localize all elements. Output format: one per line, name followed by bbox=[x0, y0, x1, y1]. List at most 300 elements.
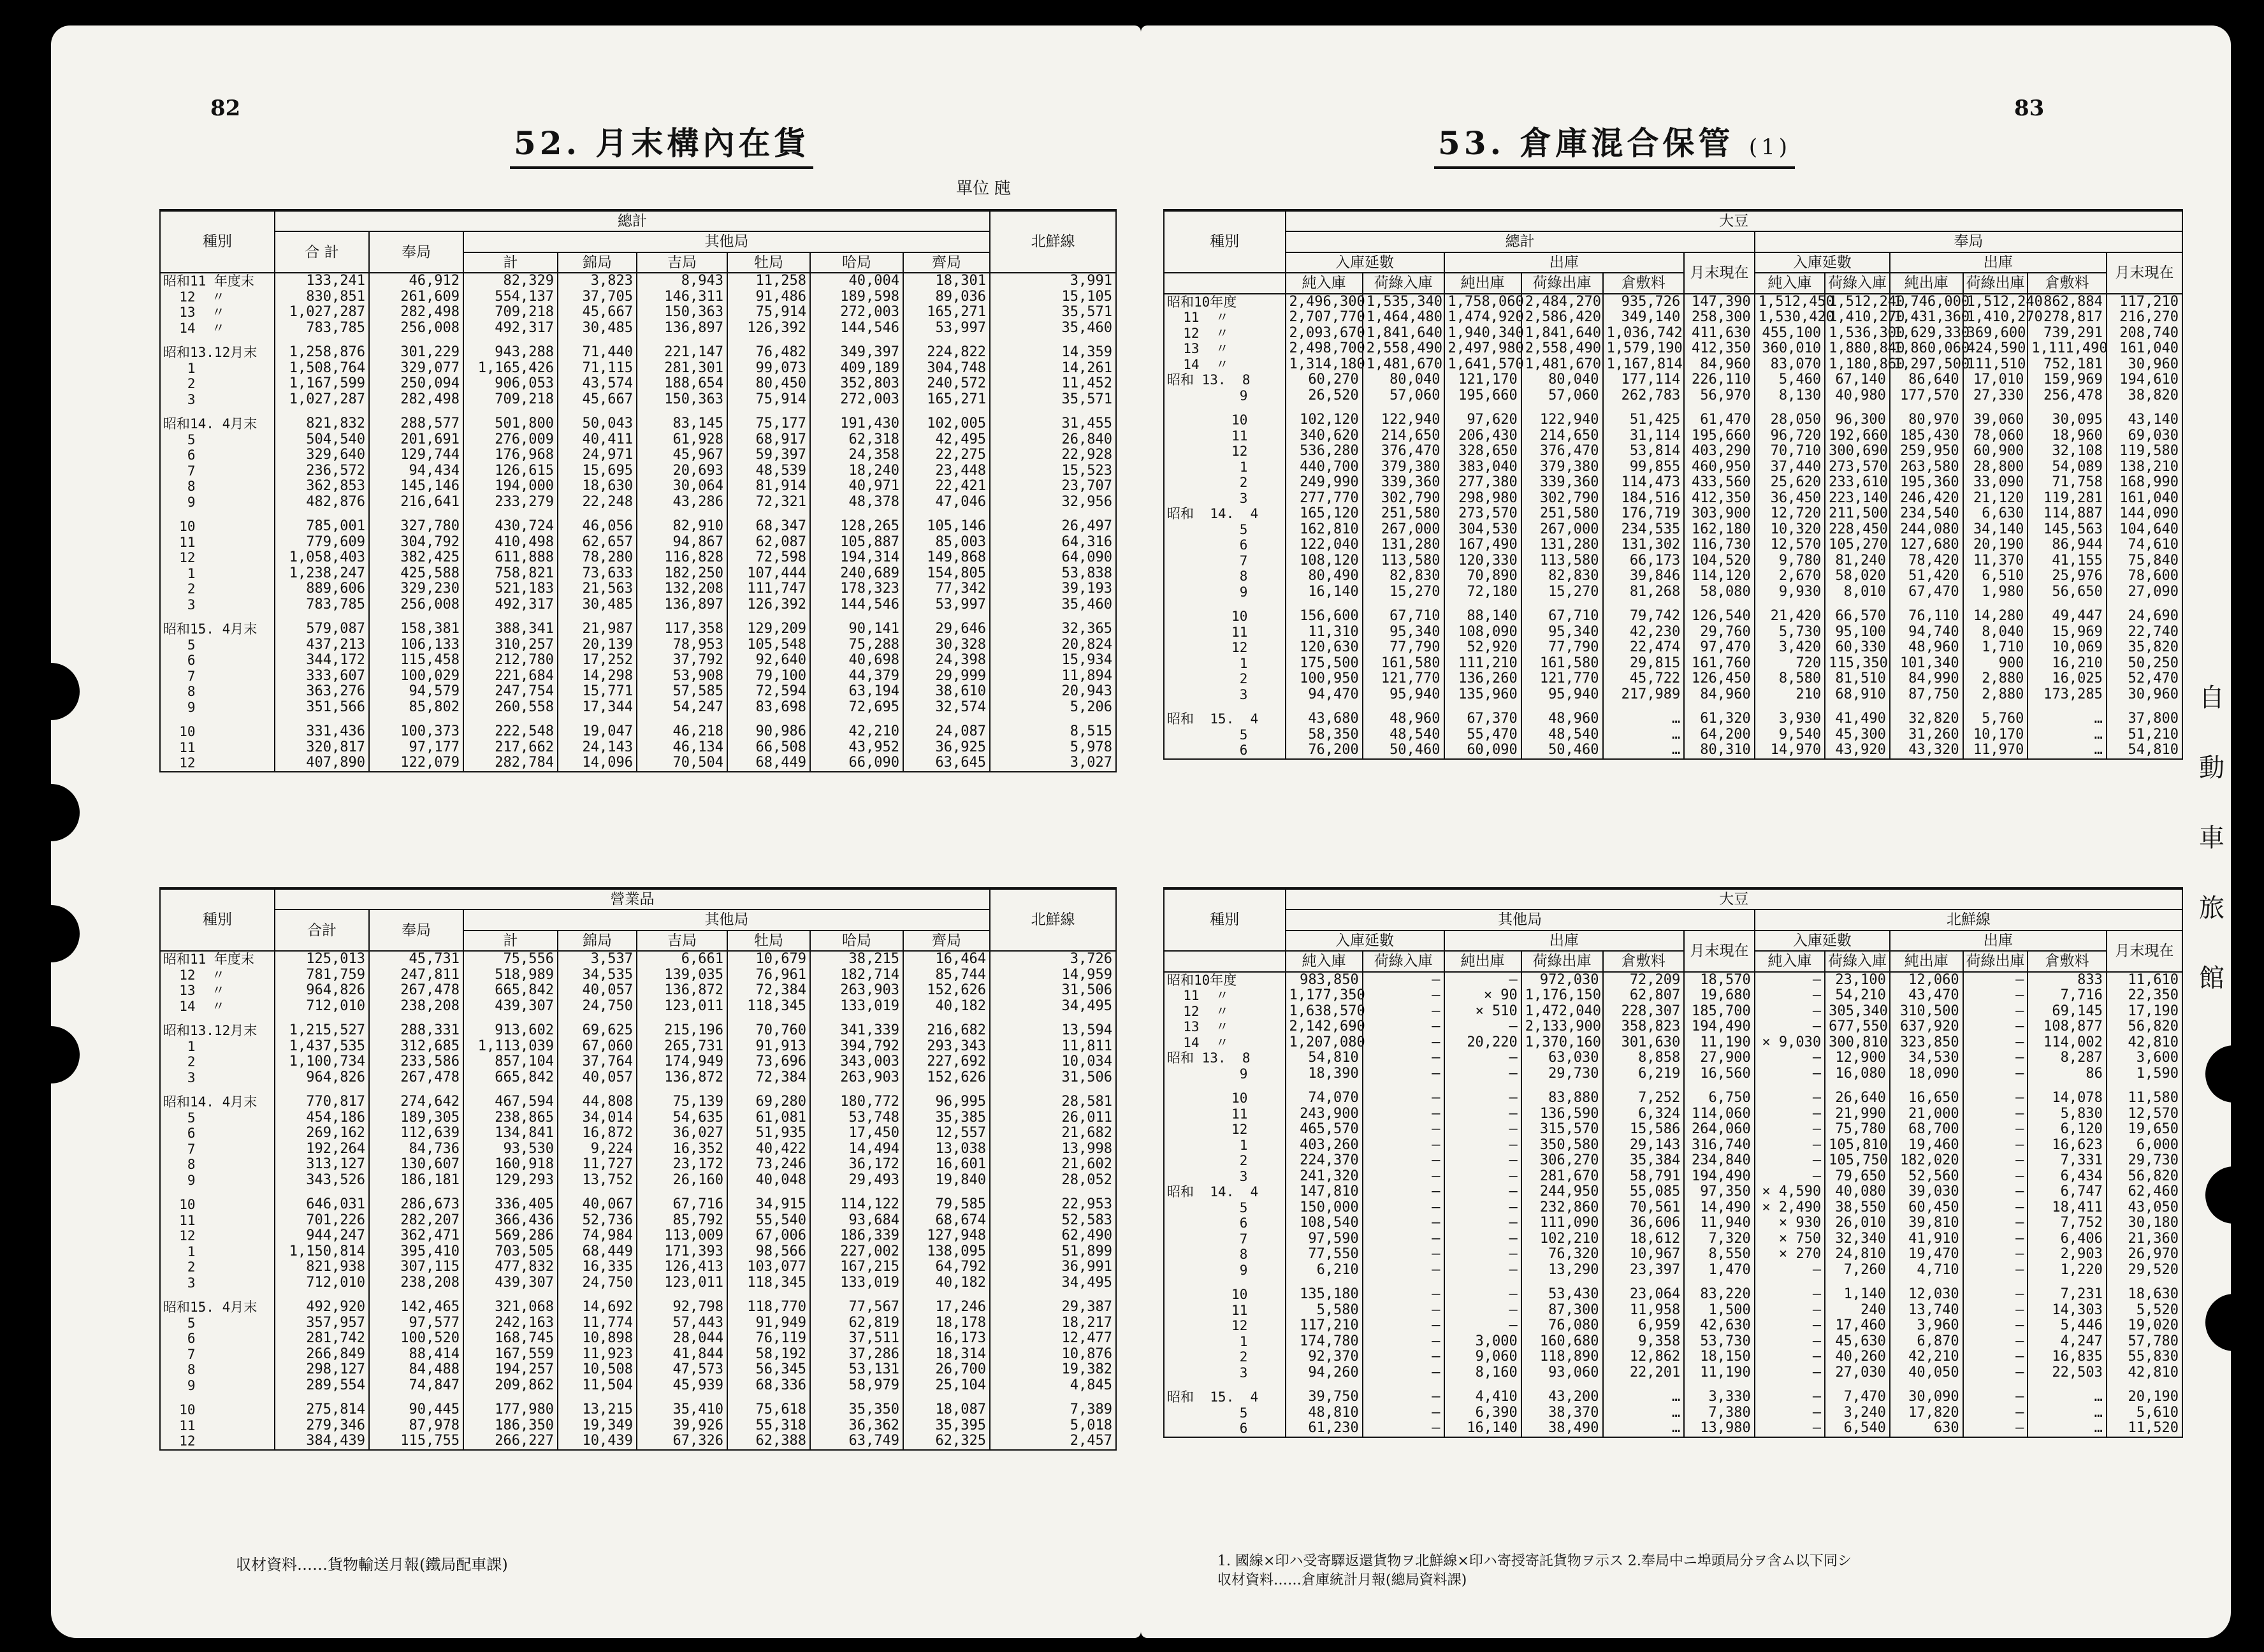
table-cell: 1,472,040 bbox=[1521, 1004, 1603, 1020]
table-cell: 11,258 bbox=[727, 273, 810, 289]
binding-hole bbox=[22, 784, 80, 841]
table-cell: 3,726 bbox=[990, 951, 1116, 967]
spacer-cell bbox=[990, 336, 1116, 345]
top-header: 大豆 bbox=[1286, 888, 2182, 909]
spacer-cell bbox=[1444, 403, 1521, 412]
table-row bbox=[1164, 743, 2182, 759]
table-cell: 162,810 bbox=[1286, 522, 1363, 538]
table-cell: — bbox=[1363, 1106, 1444, 1122]
table-cell: 62,318 bbox=[810, 432, 903, 448]
table-cell: 22,503 bbox=[2028, 1365, 2106, 1381]
table-row bbox=[1164, 444, 2182, 460]
table-cell: 40,971 bbox=[810, 479, 903, 495]
row-label: 3 bbox=[1164, 1169, 1286, 1185]
table-cell: 13,752 bbox=[558, 1173, 637, 1189]
row-label: 7 bbox=[160, 1141, 275, 1157]
table-cell: 135,180 bbox=[1286, 1287, 1363, 1303]
spacer-cell bbox=[275, 1188, 369, 1197]
table-cell: 964,826 bbox=[275, 983, 369, 999]
spacer-cell bbox=[369, 336, 463, 345]
table-cell: 8,040 bbox=[1963, 625, 2028, 641]
table-cell: 1,841,640 bbox=[1521, 326, 1603, 342]
row-label: 1 bbox=[1164, 460, 1286, 475]
spacer-cell bbox=[1825, 403, 1890, 412]
table-cell: 579,087 bbox=[275, 621, 369, 637]
row-label: 11 bbox=[160, 1213, 275, 1229]
table-cell: 161,040 bbox=[2107, 341, 2182, 357]
table-cell: 5,520 bbox=[2107, 1303, 2182, 1319]
table-cell: 821,832 bbox=[275, 416, 369, 432]
table-cell: 67,060 bbox=[558, 1039, 637, 1055]
table-cell: 58,350 bbox=[1286, 727, 1363, 743]
table-cell: 146,311 bbox=[637, 289, 727, 305]
spacer-cell bbox=[1603, 1380, 1685, 1389]
table-cell: 161,580 bbox=[1521, 656, 1603, 672]
table-cell: 45,667 bbox=[558, 392, 637, 408]
table-cell: 111,747 bbox=[727, 581, 810, 597]
spacer-cell bbox=[160, 407, 275, 416]
table-cell: 425,588 bbox=[369, 566, 463, 582]
group-header: 總計 bbox=[275, 210, 990, 231]
table-row bbox=[1164, 1365, 2182, 1381]
spacer-cell bbox=[810, 715, 903, 724]
table-cell: 288,331 bbox=[369, 1023, 463, 1039]
table-cell: 712,010 bbox=[275, 999, 369, 1015]
col-header-sum: 計 bbox=[463, 931, 558, 951]
table-cell: — bbox=[1963, 1200, 2028, 1216]
row-label: 13 〃 bbox=[160, 305, 275, 321]
table-cell: 82,830 bbox=[1363, 569, 1444, 584]
row-label: 12 〃 bbox=[1164, 1004, 1286, 1020]
table-cell: 186,339 bbox=[810, 1228, 903, 1244]
table-cell: 267,000 bbox=[1363, 522, 1444, 538]
table-cell: 1,177,350 bbox=[1286, 988, 1363, 1004]
table-cell: 14,959 bbox=[990, 967, 1116, 983]
table-cell: × 90 bbox=[1444, 988, 1521, 1004]
table-cell: 45,967 bbox=[637, 447, 727, 463]
row-label: 14 〃 bbox=[1164, 357, 1286, 373]
table-cell: 131,280 bbox=[1363, 537, 1444, 553]
table-cell: 19,349 bbox=[558, 1418, 637, 1434]
col-header: 純出庫 bbox=[1890, 951, 1963, 971]
spacer-cell bbox=[637, 1291, 727, 1300]
spacer-cell bbox=[275, 1291, 369, 1300]
table-cell: 3,537 bbox=[558, 951, 637, 967]
table-cell: 167,559 bbox=[463, 1347, 558, 1363]
table-cell: 379,380 bbox=[1521, 460, 1603, 475]
table-cell: 105,887 bbox=[810, 535, 903, 551]
row-label: 2 bbox=[1164, 1349, 1286, 1365]
table-cell: 56,650 bbox=[2028, 584, 2106, 600]
spacer-row bbox=[1164, 1082, 2182, 1090]
table-cell: 51,210 bbox=[2107, 727, 2182, 743]
table-cell: 10,679 bbox=[727, 951, 810, 967]
spacer-row bbox=[160, 1291, 1116, 1300]
spacer-cell bbox=[1755, 702, 1825, 711]
table-cell: 165,120 bbox=[1286, 506, 1363, 522]
table-cell: 37,705 bbox=[558, 289, 637, 305]
table-cell: 6,959 bbox=[1603, 1318, 1685, 1334]
row-label: 6 bbox=[1164, 743, 1286, 759]
table-cell: 11,310 bbox=[1286, 625, 1363, 641]
row-label: 13 〃 bbox=[1164, 1019, 1286, 1035]
table-cell: 26,970 bbox=[2107, 1247, 2182, 1263]
table-cell: 19,680 bbox=[1684, 988, 1754, 1004]
spacer-cell bbox=[637, 510, 727, 519]
spacer-cell bbox=[810, 510, 903, 519]
row-label: 11 bbox=[160, 535, 275, 551]
table-cell: 1,470 bbox=[1684, 1263, 1754, 1279]
table-cell: 34,495 bbox=[990, 999, 1116, 1015]
table-row bbox=[160, 1070, 1116, 1086]
table-cell: 18,090 bbox=[1890, 1066, 1963, 1082]
table-cell: 29,387 bbox=[990, 1300, 1116, 1315]
table-cell: 35,571 bbox=[990, 392, 1116, 408]
table-cell: — bbox=[1755, 1050, 1825, 1066]
row-label: 7 bbox=[160, 1347, 275, 1363]
page-number: 83 bbox=[2014, 96, 2045, 121]
spacer-cell bbox=[727, 510, 810, 519]
table-cell: 19,470 bbox=[1890, 1247, 1963, 1263]
table-cell: 75,914 bbox=[727, 392, 810, 408]
table-cell: 90,986 bbox=[727, 724, 810, 740]
table-cell: 86,944 bbox=[2028, 537, 2106, 553]
table-cell: 92,640 bbox=[727, 653, 810, 669]
table-cell: 114,122 bbox=[810, 1197, 903, 1213]
table-cell: 783,785 bbox=[275, 321, 369, 337]
table-cell: 7,320 bbox=[1684, 1231, 1754, 1247]
spacer-cell bbox=[1684, 1278, 1754, 1287]
table-cell: 188,654 bbox=[637, 376, 727, 392]
table-cell: 60,330 bbox=[1825, 640, 1890, 656]
table-cell: 47,046 bbox=[903, 495, 990, 511]
spacer-cell bbox=[160, 612, 275, 621]
table-cell: 18,240 bbox=[810, 463, 903, 479]
spacer-cell bbox=[463, 336, 558, 345]
table-cell: — bbox=[1963, 1231, 2028, 1247]
table-cell: 77,790 bbox=[1363, 640, 1444, 656]
table-cell: 78,420 bbox=[1890, 553, 1963, 569]
table-cell: 56,345 bbox=[727, 1362, 810, 1378]
table-cell: 336,405 bbox=[463, 1197, 558, 1213]
table-cell: — bbox=[1963, 1389, 2028, 1405]
table-cell: 76,200 bbox=[1286, 743, 1363, 759]
table-cell: 46,134 bbox=[637, 740, 727, 756]
table-cell: 125,013 bbox=[275, 951, 369, 967]
spacer-cell bbox=[637, 1014, 727, 1023]
col-header: 荷綠入庫 bbox=[1363, 951, 1444, 971]
table-cell: 10,170 bbox=[1963, 727, 2028, 743]
spacer-cell bbox=[1825, 600, 1890, 609]
table-cell: 75,139 bbox=[637, 1094, 727, 1110]
spacer-cell bbox=[463, 1014, 558, 1023]
table-cell: 222,548 bbox=[463, 724, 558, 740]
table-cell: … bbox=[1603, 1405, 1685, 1421]
table-cell: 31,114 bbox=[1603, 428, 1685, 444]
col-header: 純出庫 bbox=[1890, 273, 1963, 293]
row-label: 6 bbox=[1164, 1421, 1286, 1437]
table-cell: — bbox=[1755, 1019, 1825, 1035]
table-row bbox=[160, 1418, 1116, 1434]
table-cell: 76,961 bbox=[727, 967, 810, 983]
table-cell: 251,580 bbox=[1363, 506, 1444, 522]
col-header: 荷綠出庫 bbox=[1521, 951, 1603, 971]
row-label: 昭和 15. 4 bbox=[1164, 1389, 1286, 1405]
table-cell: 150,000 bbox=[1286, 1200, 1363, 1216]
table-cell: 54,810 bbox=[2107, 743, 2182, 759]
table-cell: 1,111,490 bbox=[2028, 341, 2106, 357]
binding-hole bbox=[2205, 1166, 2263, 1224]
table-cell: 55,540 bbox=[727, 1213, 810, 1229]
spacer-cell bbox=[463, 1291, 558, 1300]
table-cell: 8,943 bbox=[637, 273, 727, 289]
table-cell: 6,210 bbox=[1286, 1263, 1363, 1279]
table-cell: 1,431,360 bbox=[1890, 310, 1963, 326]
table-cell: — bbox=[1963, 1122, 2028, 1138]
table-cell: 176,968 bbox=[463, 447, 558, 463]
table-cell: 5,460 bbox=[1755, 372, 1825, 388]
table-cell: 1,860,060 bbox=[1890, 341, 1963, 357]
spacer-cell bbox=[637, 612, 727, 621]
table-row bbox=[160, 432, 1116, 448]
table-cell: 1,629,330 bbox=[1890, 326, 1963, 342]
table-cell: 273,570 bbox=[1825, 460, 1890, 475]
table-cell: 14,298 bbox=[558, 669, 637, 685]
table-cell: 70,760 bbox=[727, 1023, 810, 1039]
table-cell: 758,821 bbox=[463, 566, 558, 582]
table-cell: 327,780 bbox=[369, 519, 463, 535]
table-cell: 21,990 bbox=[1825, 1106, 1890, 1122]
table-cell: 14,494 bbox=[810, 1141, 903, 1157]
row-label: 11 bbox=[1164, 1303, 1286, 1319]
table-cell: 94,260 bbox=[1286, 1365, 1363, 1381]
table-cell: 174,949 bbox=[637, 1054, 727, 1070]
table-cell: 11,774 bbox=[558, 1315, 637, 1331]
spacer-cell bbox=[1603, 600, 1685, 609]
table-cell: 40,698 bbox=[810, 653, 903, 669]
table-cell: 376,470 bbox=[1363, 444, 1444, 460]
table-cell: 154,805 bbox=[903, 566, 990, 582]
row-label: 昭和10年度 bbox=[1164, 972, 1286, 989]
table-cell: … bbox=[1603, 727, 1685, 743]
table-cell: 11,958 bbox=[1603, 1303, 1685, 1319]
table-cell: 76,119 bbox=[727, 1331, 810, 1347]
table-cell: 101,340 bbox=[1890, 656, 1963, 672]
table-cell: — bbox=[1963, 1153, 2028, 1169]
table-cell: 36,450 bbox=[1755, 491, 1825, 507]
table-cell: 111,090 bbox=[1521, 1215, 1603, 1231]
row-label: 12 bbox=[1164, 1122, 1286, 1138]
table-cell: — bbox=[1363, 1215, 1444, 1231]
table-cell: 15,969 bbox=[2028, 625, 2106, 641]
table-cell: 376,470 bbox=[1521, 444, 1603, 460]
table-cell: 1,180,860 bbox=[1825, 357, 1890, 373]
row-label: 8 bbox=[1164, 569, 1286, 584]
table-cell: 70,561 bbox=[1603, 1200, 1685, 1216]
table-row bbox=[160, 1173, 1116, 1189]
col-header: 純入庫 bbox=[1755, 951, 1825, 971]
spacer-cell bbox=[1890, 1082, 1963, 1090]
table-cell: 247,754 bbox=[463, 684, 558, 700]
table-cell: 18,314 bbox=[903, 1347, 990, 1363]
table-cell: 40,050 bbox=[1890, 1365, 1963, 1381]
table-cell: 182,250 bbox=[637, 566, 727, 582]
table-cell: 233,610 bbox=[1825, 475, 1890, 491]
row-label: 14 〃 bbox=[1164, 1035, 1286, 1051]
table-row bbox=[1164, 1231, 2182, 1247]
table-cell: × 930 bbox=[1755, 1215, 1825, 1231]
spacer-cell bbox=[903, 510, 990, 519]
table-row bbox=[160, 653, 1116, 669]
table-cell: 328,650 bbox=[1444, 444, 1521, 460]
table-cell: 943,288 bbox=[463, 345, 558, 361]
top-header: 大豆 bbox=[1286, 210, 2182, 231]
col-header: 純出庫 bbox=[1444, 273, 1521, 293]
table-cell: 1,036,742 bbox=[1603, 326, 1685, 342]
table-cell: 17,820 bbox=[1890, 1405, 1963, 1421]
table-cell: 61,928 bbox=[637, 432, 727, 448]
table-cell: 320,817 bbox=[275, 740, 369, 756]
spacer-cell bbox=[1286, 1380, 1363, 1389]
table-cell: 15,695 bbox=[558, 463, 637, 479]
spacer-cell bbox=[1825, 1380, 1890, 1389]
table-cell: 73,633 bbox=[558, 566, 637, 582]
table-cell: 35,395 bbox=[903, 1418, 990, 1434]
table-cell: 36,925 bbox=[903, 740, 990, 756]
table-cell: 341,339 bbox=[810, 1023, 903, 1039]
col-header-blank bbox=[1164, 273, 1286, 293]
spacer-cell bbox=[463, 612, 558, 621]
table-cell: 22,248 bbox=[558, 495, 637, 511]
table-cell: 113,580 bbox=[1363, 553, 1444, 569]
table-cell: 70,710 bbox=[1755, 444, 1825, 460]
table-cell: 61,230 bbox=[1286, 1421, 1363, 1437]
table-cell: 16,140 bbox=[1286, 584, 1363, 600]
spacer-cell bbox=[1444, 1082, 1521, 1090]
table-cell: 171,393 bbox=[637, 1244, 727, 1260]
table-cell: 261,609 bbox=[369, 289, 463, 305]
spacer-cell bbox=[369, 1393, 463, 1402]
spacer-cell bbox=[558, 1291, 637, 1300]
table-cell: 900 bbox=[1963, 656, 2028, 672]
table-cell: 350,580 bbox=[1521, 1138, 1603, 1154]
table-row bbox=[160, 1141, 1116, 1157]
table-cell: 300,690 bbox=[1825, 444, 1890, 460]
table-row bbox=[160, 345, 1116, 361]
table-row bbox=[1164, 537, 2182, 553]
spacer-cell bbox=[2028, 1082, 2106, 1090]
table-cell: 357,957 bbox=[275, 1315, 369, 1331]
table-cell: 15,270 bbox=[1521, 584, 1603, 600]
table-row bbox=[1164, 1303, 2182, 1319]
table-cell: 133,019 bbox=[810, 999, 903, 1015]
spacer-cell bbox=[2028, 1380, 2106, 1389]
table-cell: 298,127 bbox=[275, 1362, 369, 1378]
table-cell: 410,498 bbox=[463, 535, 558, 551]
table-cell: 138,210 bbox=[2107, 460, 2182, 475]
table-cell: 31,260 bbox=[1890, 727, 1963, 743]
table-cell: 40,422 bbox=[727, 1141, 810, 1157]
table-cell: 409,189 bbox=[810, 361, 903, 377]
row-label: 1 bbox=[1164, 1334, 1286, 1350]
spacer-cell bbox=[275, 336, 369, 345]
table-cell: 6,750 bbox=[1684, 1090, 1754, 1106]
table-cell: 177,114 bbox=[1603, 372, 1685, 388]
table-cell: 22,201 bbox=[1603, 1365, 1685, 1381]
table-row bbox=[1164, 988, 2182, 1004]
table-cell: 42,230 bbox=[1603, 625, 1685, 641]
table-cell: 8,130 bbox=[1755, 388, 1825, 404]
row-label: 1 bbox=[160, 1039, 275, 1055]
table-cell: 88,414 bbox=[369, 1347, 463, 1363]
spacer-cell bbox=[1890, 1278, 1963, 1287]
row-label: 8 bbox=[160, 1362, 275, 1378]
spacer-row bbox=[160, 612, 1116, 621]
table-row bbox=[160, 447, 1116, 463]
table-cell: 264,060 bbox=[1684, 1122, 1754, 1138]
table-cell: 51,425 bbox=[1603, 412, 1685, 428]
table-cell: 60,270 bbox=[1286, 372, 1363, 388]
table-row bbox=[1164, 1138, 2182, 1154]
table-cell: 3,991 bbox=[990, 273, 1116, 289]
table-row bbox=[160, 550, 1116, 566]
table-cell: — bbox=[1444, 1200, 1521, 1216]
table-cell: 14,096 bbox=[558, 755, 637, 772]
table-cell: 304,748 bbox=[903, 361, 990, 377]
table-cell: 64,200 bbox=[1684, 727, 1754, 743]
table-cell: 62,807 bbox=[1603, 988, 1685, 1004]
col-header: 齊局 bbox=[903, 252, 990, 273]
table-cell: 40,067 bbox=[558, 1197, 637, 1213]
table-cell: 136,872 bbox=[637, 1070, 727, 1086]
row-label: 12 〃 bbox=[1164, 326, 1286, 342]
table-cell: 66,508 bbox=[727, 740, 810, 756]
table-cell: 9,358 bbox=[1603, 1334, 1685, 1350]
table-cell: 54,210 bbox=[1825, 988, 1890, 1004]
row-label: 昭和 13. 8 bbox=[1164, 372, 1286, 388]
table-cell: 1,590 bbox=[2107, 1066, 2182, 1082]
table-cell: — bbox=[1363, 1122, 1444, 1138]
spacer-cell bbox=[903, 1188, 990, 1197]
spacer-cell bbox=[1444, 600, 1521, 609]
spacer-cell bbox=[1755, 403, 1825, 412]
table-cell: 12,862 bbox=[1603, 1349, 1685, 1365]
table-cell: 323,850 bbox=[1890, 1035, 1963, 1051]
table-cell: 249,990 bbox=[1286, 475, 1363, 491]
table-cell: 28,052 bbox=[990, 1173, 1116, 1189]
table-row bbox=[160, 1244, 1116, 1260]
table-row bbox=[1164, 1090, 2182, 1106]
table-cell: 39,030 bbox=[1890, 1184, 1963, 1200]
table-cell: — bbox=[1444, 972, 1521, 989]
table-cell: 97,177 bbox=[369, 740, 463, 756]
table-cell: 41,490 bbox=[1825, 711, 1890, 727]
table-cell: 20,943 bbox=[990, 684, 1116, 700]
spacer-row bbox=[160, 510, 1116, 519]
table-cell: — bbox=[1363, 1349, 1444, 1365]
table-cell: 145,146 bbox=[369, 479, 463, 495]
table-cell: 569,286 bbox=[463, 1228, 558, 1244]
table-cell: 18,217 bbox=[990, 1315, 1116, 1331]
table-cell: 80,040 bbox=[1521, 372, 1603, 388]
table-cell: — bbox=[1444, 1019, 1521, 1035]
table-cell: 300,810 bbox=[1825, 1035, 1890, 1051]
spacer-cell bbox=[990, 407, 1116, 416]
row-label: 3 bbox=[160, 597, 275, 613]
spacer-cell bbox=[990, 1014, 1116, 1023]
table-cell: — bbox=[1755, 1122, 1825, 1138]
table-row bbox=[1164, 1334, 2182, 1350]
